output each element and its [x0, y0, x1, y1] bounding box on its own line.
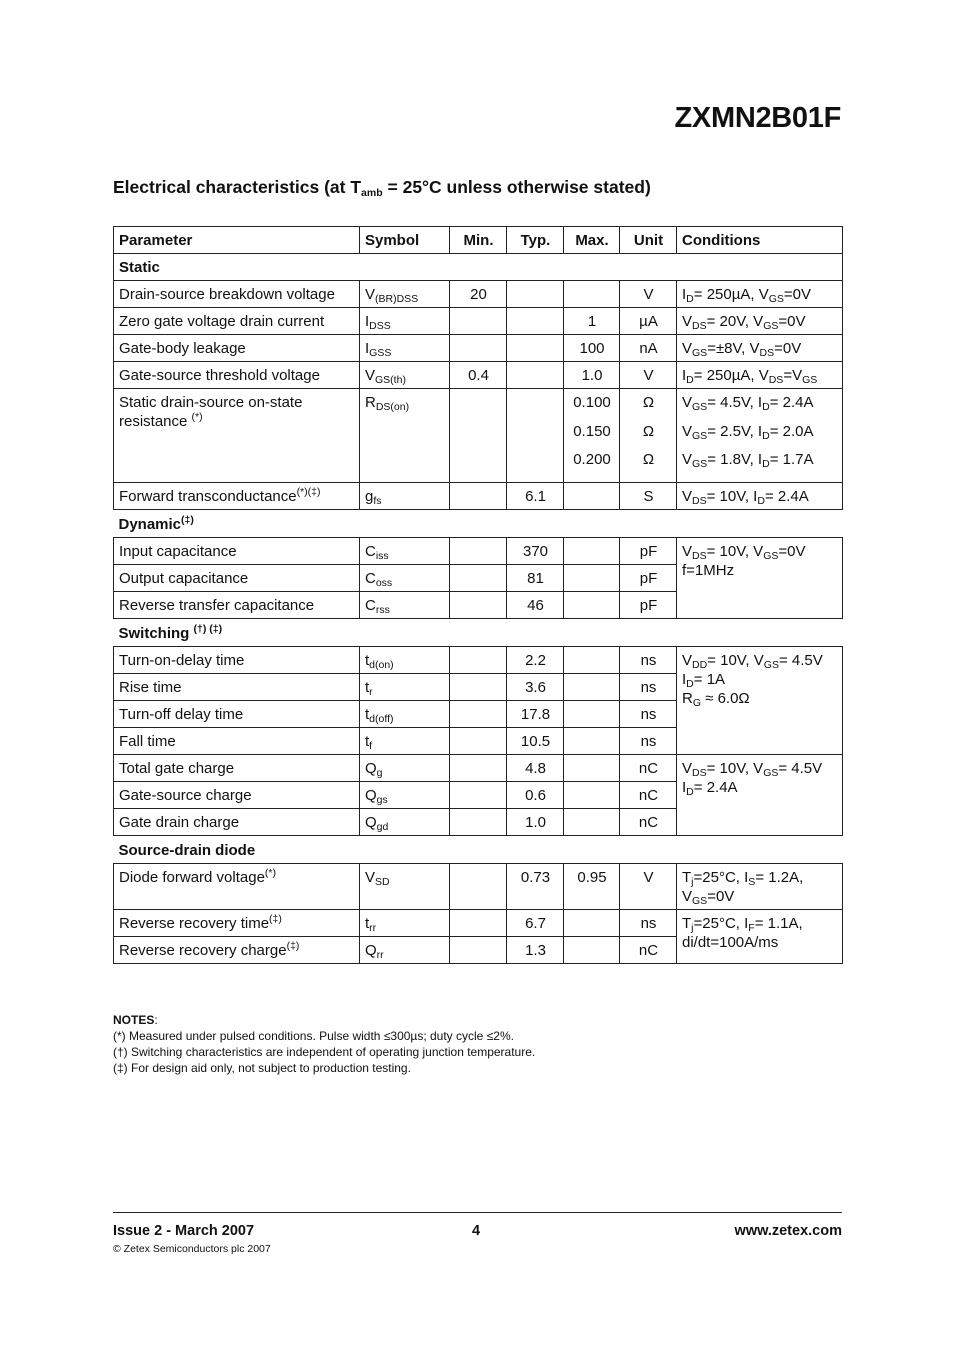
section-row-switching [114, 618, 843, 646]
symbol-cell: $V_{(BR)DSS}$ [360, 281, 450, 308]
min-cell [450, 537, 507, 564]
max-cell [564, 646, 620, 673]
part-number: ZXMN2B01F [674, 102, 841, 134]
symbol-cell: $t_r$ [360, 673, 450, 700]
max-cell [564, 564, 620, 591]
section-heading [113, 177, 651, 198]
table-row [114, 482, 843, 509]
symbol-cell: $C_{rss}$ [360, 591, 450, 618]
typ-cell: 46 [507, 591, 564, 618]
max-cell: 1 [564, 308, 620, 335]
symbol-cell: $Q_g$ [360, 754, 450, 781]
param-cell: Zero gate voltage drain current [114, 308, 360, 335]
param-cell: Output capacitance [114, 564, 360, 591]
notes-title: NOTES: [113, 1013, 158, 1027]
unit-cell: V [620, 362, 677, 389]
min-cell [450, 482, 507, 509]
param-cell: Turn-on-delay time [114, 646, 360, 673]
typ-cell: 6.1 [507, 482, 564, 509]
max-cell [564, 591, 620, 618]
max-cell: 0.95 [564, 863, 620, 909]
symbol-cell: $t_{rr}$ [360, 909, 450, 936]
symbol-cell: $V_{GS(th)}$ [360, 362, 450, 389]
symbol-cell: $I_{DSS}$ [360, 308, 450, 335]
max-cell [564, 781, 620, 808]
table-row [114, 863, 843, 909]
typ-cell: 81 [507, 564, 564, 591]
unit-cell: µA [620, 308, 677, 335]
conditions-cell: $V_{DD}= 10V$, $V_{GS}= 4.5V$ $I_D= 1A$ $R_G \approx 6.0\Omega$ [677, 646, 843, 754]
unit-cell: Ω Ω Ω [620, 389, 677, 483]
param-cell: Forward transconductance(*)(‡) [114, 482, 360, 509]
typ-cell [507, 308, 564, 335]
section-label: Static [114, 254, 843, 281]
conditions-cell: $T_j=25^\circ C$, $I_F= 1.1A$, di/dt=100A/ms [677, 909, 843, 963]
table-row [114, 389, 843, 483]
symbol-cell: $C_{iss}$ [360, 537, 450, 564]
typ-cell: 3.6 [507, 673, 564, 700]
max-cell [564, 727, 620, 754]
param-cell: Rise time [114, 673, 360, 700]
typ-cell: 1.0 [507, 808, 564, 835]
note-item: (*) Measured under pulsed conditions. Pulse width ≤300µs; duty cycle ≤2%. [113, 1029, 514, 1043]
min-cell [450, 781, 507, 808]
unit-cell: ns [620, 727, 677, 754]
max-cell: 1.0 [564, 362, 620, 389]
max-cell [564, 808, 620, 835]
table-row [114, 308, 843, 335]
table-header-row [114, 227, 843, 254]
col-header-conditions: Conditions [677, 227, 843, 254]
notes [113, 1012, 535, 1076]
table-row [114, 537, 843, 564]
param-cell: Static drain-source on-state resistance (*) [114, 389, 360, 483]
unit-cell: ns [620, 700, 677, 727]
min-cell [450, 727, 507, 754]
min-cell [450, 591, 507, 618]
unit-cell: pF [620, 564, 677, 591]
param-cell: Input capacitance [114, 537, 360, 564]
unit-cell: S [620, 482, 677, 509]
param-cell: Gate-source charge [114, 781, 360, 808]
typ-cell [507, 389, 564, 483]
param-cell: Drain-source breakdown voltage [114, 281, 360, 308]
table-row [114, 335, 843, 362]
min-cell [450, 335, 507, 362]
typ-cell [507, 362, 564, 389]
conditions-cell: $V_{DS}= 10V$, $V_{GS}= 4.5V$ $I_D= 2.4A$ [677, 754, 843, 835]
unit-cell: pF [620, 591, 677, 618]
min-cell [450, 808, 507, 835]
heading-prefix: Electrical characteristics (at T [113, 177, 362, 197]
issue-date: Issue 2 - March 2007 [113, 1223, 255, 1239]
symbol-cell: $Q_{gd}$ [360, 808, 450, 835]
copyright: © Zetex Semiconductors plc 2007 [113, 1243, 271, 1255]
param-cell: Gate-body leakage [114, 335, 360, 362]
param-cell: Gate-source threshold voltage [114, 362, 360, 389]
conditions-cell: $I_D= 250\mu A$, $V_{DS}=V_{GS}$ [677, 362, 843, 389]
max-cell [564, 936, 620, 963]
unit-cell: nC [620, 781, 677, 808]
electrical-characteristics-table [113, 226, 843, 964]
col-header-max: Max. [564, 227, 620, 254]
max-cell [564, 754, 620, 781]
unit-cell: nC [620, 754, 677, 781]
symbol-cell: $Q_{gs}$ [360, 781, 450, 808]
unit-cell: ns [620, 673, 677, 700]
param-cell: Fall time [114, 727, 360, 754]
min-cell [450, 936, 507, 963]
min-cell [450, 754, 507, 781]
param-cell: Turn-off delay time [114, 700, 360, 727]
note-item: (‡) For design aid only, not subject to production testing. [113, 1061, 411, 1075]
min-cell [450, 389, 507, 483]
typ-cell: 0.6 [507, 781, 564, 808]
table-row [114, 909, 843, 936]
unit-cell: pF [620, 537, 677, 564]
conditions-cell: $V_{GS}=\pm 8V$, $V_{DS}=0V$ [677, 335, 843, 362]
unit-cell: V [620, 281, 677, 308]
unit-cell: ns [620, 646, 677, 673]
table-row [114, 754, 843, 781]
footer-divider [113, 1212, 842, 1213]
col-header-min: Min. [450, 227, 507, 254]
typ-cell: 10.5 [507, 727, 564, 754]
typ-cell: 0.73 [507, 863, 564, 909]
min-cell: 20 [450, 281, 507, 308]
max-cell: 100 [564, 335, 620, 362]
col-header-symbol: Symbol [360, 227, 450, 254]
conditions-cell: $V_{DS}= 20V$, $V_{GS}=0V$ [677, 308, 843, 335]
col-header-unit: Unit [620, 227, 677, 254]
conditions-cell: $V_{GS}= 4.5V$, $I_D= 2.4A$ $V_{GS}= 2.5V$, $I_D= 2.0A$ $V_{GS}= 1.8V$, $I_D= 1.7A$ [677, 389, 843, 483]
symbol-cell: $g_{fs}$ [360, 482, 450, 509]
typ-cell: 370 [507, 537, 564, 564]
unit-cell: ns [620, 909, 677, 936]
symbol-cell: $t_f$ [360, 727, 450, 754]
symbol-cell: $R_{DS(on)}$ [360, 389, 450, 483]
min-cell [450, 308, 507, 335]
table-row [114, 646, 843, 673]
symbol-cell: $t_{d(off)}$ [360, 700, 450, 727]
page-number: 4 [472, 1223, 481, 1239]
param-cell: Total gate charge [114, 754, 360, 781]
max-cell [564, 673, 620, 700]
symbol-cell: $I_{GSS}$ [360, 335, 450, 362]
min-cell [450, 909, 507, 936]
symbol-cell: $C_{oss}$ [360, 564, 450, 591]
unit-cell: V [620, 863, 677, 909]
max-cell [564, 281, 620, 308]
max-cell: 0.100 0.150 0.200 [564, 389, 620, 483]
max-cell [564, 537, 620, 564]
typ-cell: 17.8 [507, 700, 564, 727]
unit-cell: nA [620, 335, 677, 362]
section-row-dynamic [114, 509, 843, 537]
section-label: Dynamic(‡) [114, 509, 843, 537]
section-label: Switching (†) (‡) [114, 618, 843, 646]
heading-suffix: = 25°C unless otherwise stated) [382, 177, 651, 197]
max-cell [564, 909, 620, 936]
min-cell: 0.4 [450, 362, 507, 389]
min-cell [450, 700, 507, 727]
section-row-static [114, 254, 843, 281]
col-header-parameter: Parameter [114, 227, 360, 254]
conditions-cell: $I_D= 250\mu A$, $V_{GS}=0V$ [677, 281, 843, 308]
param-cell: Gate drain charge [114, 808, 360, 835]
typ-cell: 2.2 [507, 646, 564, 673]
min-cell [450, 673, 507, 700]
section-row-diode [114, 835, 843, 863]
unit-cell: nC [620, 936, 677, 963]
symbol-cell: $V_{SD}$ [360, 863, 450, 909]
max-cell [564, 482, 620, 509]
table-row [114, 281, 843, 308]
max-cell [564, 700, 620, 727]
conditions-cell: $T_j=25^\circ C$, $I_S= 1.2A$, $V_{GS}=0V$ [677, 863, 843, 909]
typ-cell [507, 335, 564, 362]
conditions-cell: $V_{DS}= 10V$, $I_D= 2.4A$ [677, 482, 843, 509]
typ-cell: 6.7 [507, 909, 564, 936]
typ-cell [507, 281, 564, 308]
param-cell: Reverse recovery time(‡) [114, 909, 360, 936]
col-header-typ: Typ. [507, 227, 564, 254]
conditions-cell: $V_{DS}= 10V$, $V_{GS}=0V$ f=1MHz [677, 537, 843, 618]
typ-cell: 4.8 [507, 754, 564, 781]
param-cell: Reverse transfer capacitance [114, 591, 360, 618]
min-cell [450, 564, 507, 591]
min-cell [450, 646, 507, 673]
website-link[interactable]: www.zetex.com [734, 1223, 842, 1239]
heading-sub: amb [361, 187, 383, 199]
min-cell [450, 863, 507, 909]
param-cell: Reverse recovery charge(‡) [114, 936, 360, 963]
section-label: Source-drain diode [114, 835, 843, 863]
table-row [114, 362, 843, 389]
param-cell: Diode forward voltage(*) [114, 863, 360, 909]
typ-cell: 1.3 [507, 936, 564, 963]
symbol-cell: $Q_{rr}$ [360, 936, 450, 963]
symbol-cell: $t_{d(on)}$ [360, 646, 450, 673]
unit-cell: nC [620, 808, 677, 835]
note-item: (†) Switching characteristics are independent of operating junction temperature. [113, 1045, 536, 1059]
